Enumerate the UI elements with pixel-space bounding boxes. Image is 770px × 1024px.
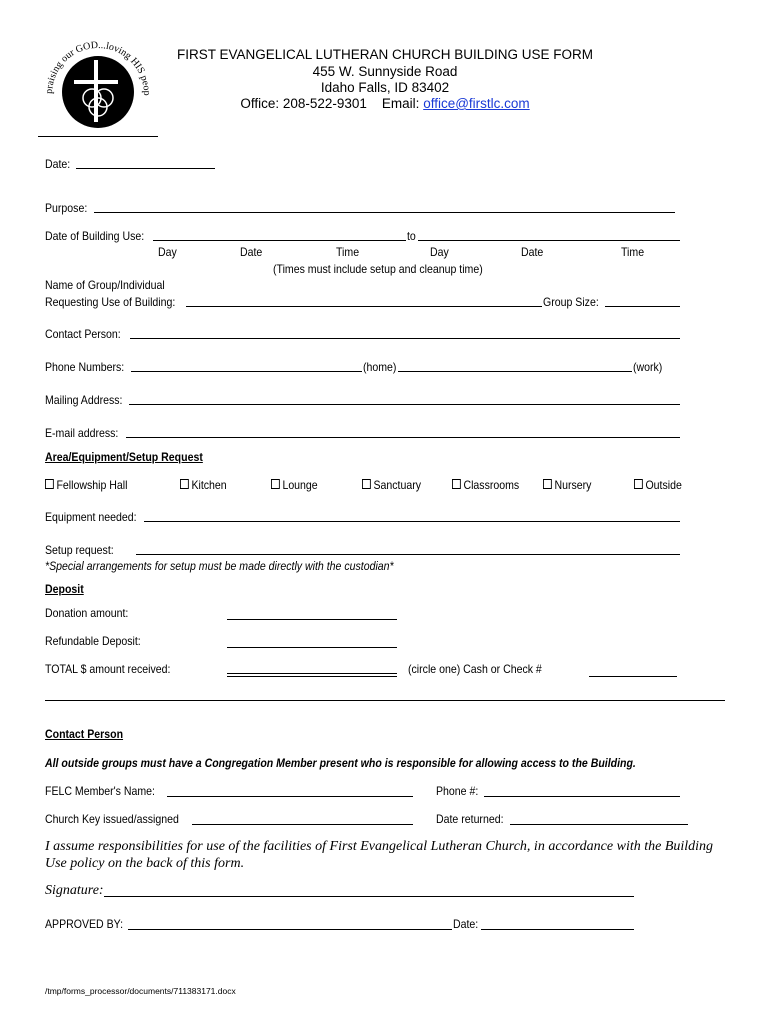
member-name-field[interactable] — [167, 796, 413, 797]
option-fellowship-hall[interactable]: Fellowship Hall — [45, 478, 127, 492]
option-kitchen[interactable]: Kitchen — [180, 478, 227, 492]
checkbox-icon[interactable] — [634, 479, 643, 489]
total-field-double-underline — [227, 676, 397, 677]
church-key-field[interactable] — [192, 824, 413, 825]
total-label: TOTAL $ amount received: — [45, 662, 171, 676]
checkbox-icon[interactable] — [452, 479, 461, 489]
group-name-label-1: Name of Group/Individual — [45, 278, 165, 292]
church-logo — [38, 34, 158, 138]
contact-heading: Contact Person — [45, 727, 124, 741]
purpose-field[interactable] — [94, 212, 675, 213]
equipment-needed-field[interactable] — [144, 521, 680, 522]
option-classrooms[interactable]: Classrooms — [452, 478, 519, 492]
option-sanctuary[interactable]: Sanctuary — [362, 478, 421, 492]
date-field[interactable] — [76, 168, 215, 169]
outside-groups-notice: All outside groups must have a Congregation Member present who is responsible for allowing access to the Building. — [45, 756, 636, 770]
col-time-2: Time — [621, 245, 645, 259]
checkbox-icon[interactable] — [543, 479, 552, 489]
mailing-address-label: Mailing Address: — [45, 393, 123, 407]
member-name-label: FELC Member's Name: — [45, 784, 155, 798]
responsibility-statement: I assume responsibilities for use of the facilities of First Evangelical Lutheran Church, in accordance with the Building Use policy on the back of this form. — [45, 839, 714, 871]
col-date-1: Date — [240, 245, 263, 259]
group-name-field[interactable] — [186, 306, 542, 307]
signature-label: Signature: — [45, 883, 104, 898]
contact-line — [160, 96, 610, 112]
checkbox-icon[interactable] — [180, 479, 189, 489]
church-city: Idaho Falls, ID 83402 — [320, 80, 450, 95]
donation-label: Donation amount: — [45, 606, 129, 620]
option-lounge[interactable]: Lounge — [271, 478, 318, 492]
mailing-address-field[interactable] — [129, 404, 680, 405]
logo-text: praising our GOD...loving HIS peop — [43, 39, 153, 96]
refundable-field[interactable] — [227, 647, 397, 648]
member-phone-label: Phone #: — [436, 784, 479, 798]
email-address-field[interactable] — [126, 437, 680, 438]
approved-date-field[interactable] — [481, 929, 634, 930]
checkbox-icon[interactable] — [362, 479, 371, 489]
option-outside[interactable]: Outside — [634, 478, 682, 492]
section-divider — [45, 700, 725, 701]
church-key-label: Church Key issued/assigned — [45, 812, 179, 826]
times-note: (Times must include setup and cleanup time) — [273, 262, 483, 276]
col-day-1: Day — [158, 245, 177, 259]
office-phone: Office: 208-522-9301 — [240, 96, 367, 111]
approved-date-label: Date: — [453, 917, 479, 931]
donation-field[interactable] — [227, 619, 397, 620]
footer-file-path: /tmp/forms_processor/documents/711383171.docx — [45, 986, 236, 996]
total-field[interactable] — [227, 673, 397, 674]
equipment-needed-label: Equipment needed: — [45, 510, 137, 524]
date-returned-field[interactable] — [510, 824, 688, 825]
member-phone-field[interactable] — [484, 796, 680, 797]
to-label: to — [407, 229, 416, 243]
home-phone-field[interactable] — [131, 371, 362, 372]
email-label: Email: — [381, 96, 420, 111]
phone-numbers-label: Phone Numbers: — [45, 360, 125, 374]
group-size-field[interactable] — [605, 306, 680, 307]
group-name-label-2: Requesting Use of Building: — [45, 295, 176, 309]
date-of-use-label: Date of Building Use: — [45, 229, 145, 243]
contact-person-field[interactable] — [130, 338, 680, 339]
approved-by-field[interactable] — [128, 929, 452, 930]
contact-person-label: Contact Person: — [45, 327, 121, 341]
option-nursery[interactable]: Nursery — [543, 478, 591, 492]
special-arrangements-note: *Special arrangements for setup must be made directly with the custodian* — [45, 559, 394, 573]
email-link[interactable]: office@firstlc.com — [423, 96, 530, 111]
group-size-label: Group Size: — [543, 295, 599, 309]
deposit-heading: Deposit — [45, 582, 84, 596]
signature-field[interactable] — [104, 896, 634, 897]
form-title: FIRST EVANGELICAL LUTHERAN CHURCH BUILDING USE FORM — [176, 47, 594, 62]
approved-by-label: APPROVED BY: — [45, 917, 124, 931]
checkbox-icon[interactable] — [45, 479, 54, 489]
col-day-2: Day — [430, 245, 449, 259]
church-logo-icon — [38, 34, 158, 134]
date-of-use-from-field[interactable] — [153, 240, 406, 241]
payment-method-label[interactable]: (circle one) Cash or Check # — [408, 662, 542, 676]
work-label: (work) — [633, 360, 663, 374]
date-label: Date: — [45, 157, 71, 171]
date-of-use-to-field[interactable] — [418, 240, 680, 241]
checkbox-icon[interactable] — [271, 479, 280, 489]
date-returned-label: Date returned: — [436, 812, 504, 826]
area-heading: Area/Equipment/Setup Request — [45, 450, 203, 464]
col-time-1: Time — [336, 245, 360, 259]
setup-request-label: Setup request: — [45, 543, 114, 557]
refundable-label: Refundable Deposit: — [45, 634, 141, 648]
check-number-field[interactable] — [589, 676, 677, 677]
setup-request-field[interactable] — [136, 554, 680, 555]
col-date-2: Date — [521, 245, 544, 259]
work-phone-field[interactable] — [398, 371, 632, 372]
email-address-label: E-mail address: — [45, 426, 119, 440]
home-label: (home) — [363, 360, 397, 374]
purpose-label: Purpose: — [45, 201, 88, 215]
church-address: 455 W. Sunnyside Road — [312, 64, 458, 79]
